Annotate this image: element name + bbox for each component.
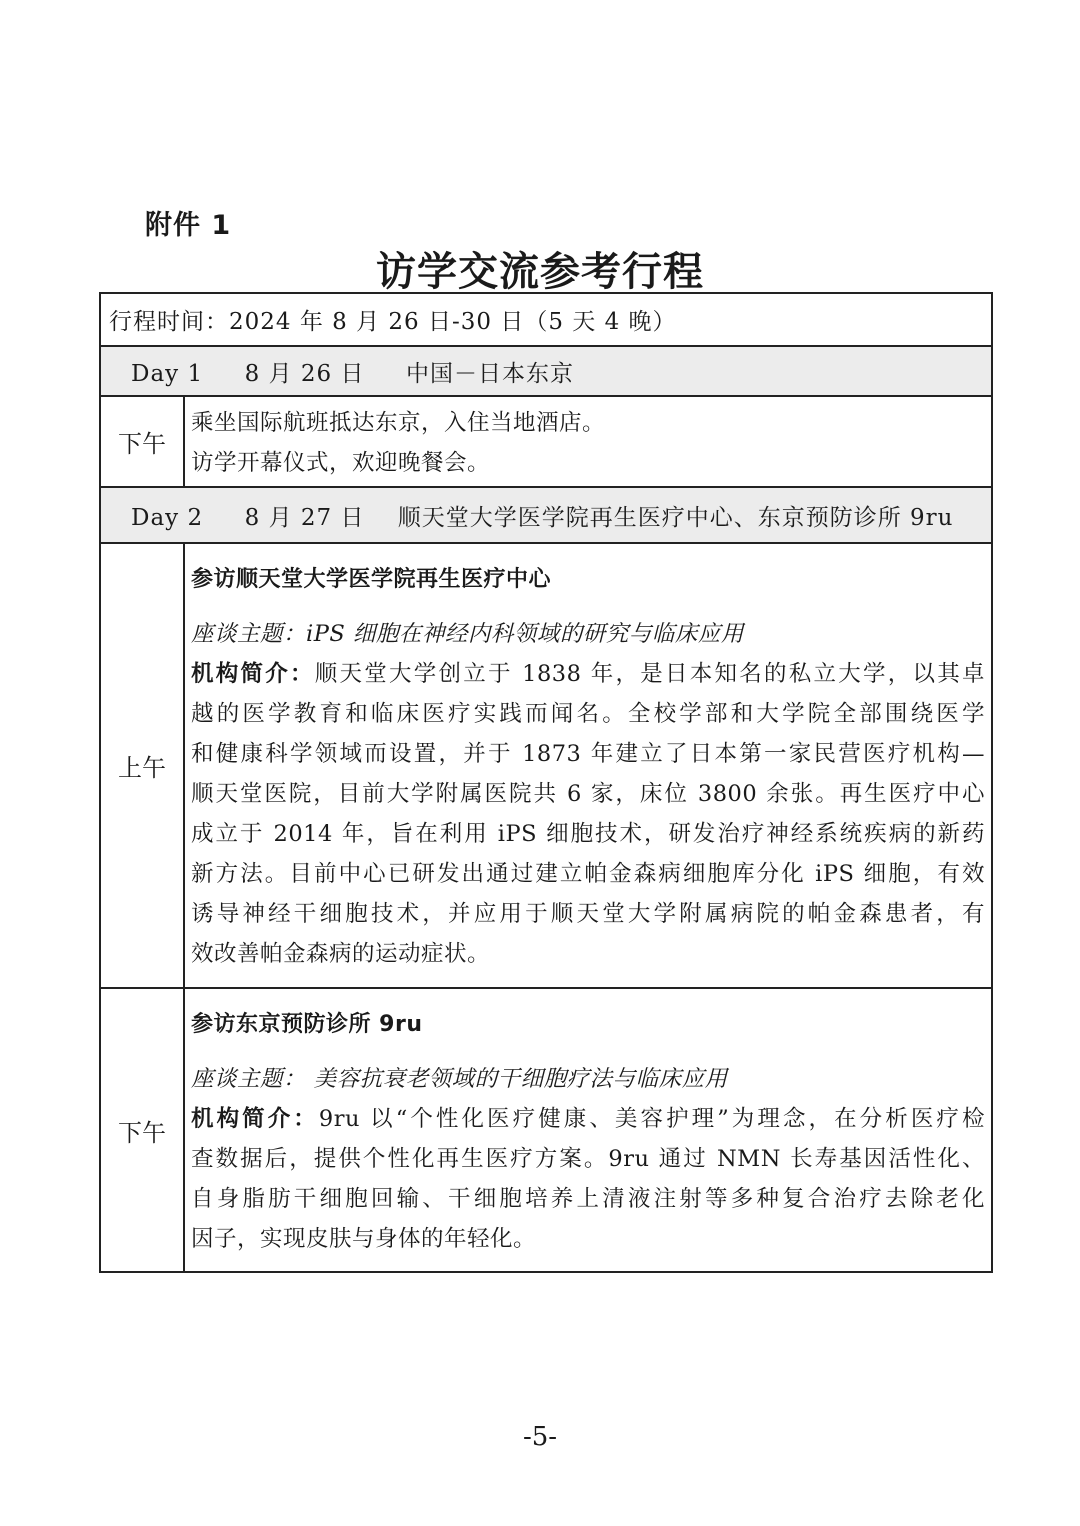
period-row (101, 294, 991, 347)
day1-activity: 乘坐国际航班抵达东京，入住当地酒店。 (191, 410, 606, 436)
intro-line: 新方法。目前中心已研发出通过建立帕金森病细胞库分化 iPS 细胞，有效 (191, 861, 985, 887)
day1-header-row (101, 347, 991, 397)
intro-line (191, 654, 985, 694)
annex-label: 附件 1 (145, 210, 232, 241)
venue-name: 参访顺天堂大学医学院再生医疗中心 (191, 567, 552, 592)
intro-line: 因子，实现皮肤与身体的年轻化。 (191, 1226, 537, 1252)
day2-header-row (101, 488, 991, 544)
day1-activity: 访学开幕仪式，欢迎晚餐会。 (191, 450, 491, 476)
day2-afternoon-label: 下午 (101, 989, 185, 1271)
intro-line: 越的医学教育和临床医疗实践而闻名。全校学部和大学院全部围绕医学 (191, 701, 985, 727)
day1-afternoon-row (101, 397, 991, 488)
intro-text: 顺天堂大学创立于 1838 年，是日本知名的私立大学，以其卓 (314, 661, 985, 687)
intro-label: 机构简介： (191, 1106, 319, 1132)
intro-line (191, 1099, 985, 1139)
intro-label: 机构简介： (191, 661, 315, 687)
day2-afternoon-row (101, 989, 991, 1271)
intro-line: 成立于 2014 年，旨在利用 iPS 细胞技术，研发治疗神经系统疾病的新药 (191, 821, 985, 847)
day1-header: Day 1 8 月 26 日 中国－日本东京 (131, 360, 575, 387)
intro-line: 顺天堂医院，目前大学附属医院共 6 家，床位 3800 余张。再生医疗中心 (191, 781, 985, 807)
intro-text: 9ru 以“个性化医疗健康、美容护理”为理念，在分析医疗检 (318, 1106, 985, 1132)
venue-name: 参访东京预防诊所 9ru (191, 1012, 423, 1037)
period-text: 行程时间：2024 年 8 月 26 日-30 日（5 天 4 晚） (109, 309, 677, 335)
seminar-topic: 座谈主题： 美容抗衰老领域的干细胞疗法与临床应用 (191, 1066, 728, 1092)
intro-line: 和健康科学领域而设置，并于 1873 年建立了日本第一家民营医疗机构— (191, 741, 985, 767)
intro-line: 诱导神经干细胞技术，并应用于顺天堂大学附属病院的帕金森患者，有 (191, 901, 985, 927)
document-title: 访学交流参考行程 (376, 249, 704, 295)
day1-afternoon-label: 下午 (101, 397, 185, 486)
intro-line: 查数据后，提供个性化再生医疗方案。9ru 通过 NMN 长寿基因活性化、 (191, 1146, 985, 1172)
day2-afternoon-content (185, 989, 991, 1271)
intro-line: 自身脂肪干细胞回输、干细胞培养上清液注射等多种复合治疗去除老化 (191, 1186, 985, 1212)
day1-afternoon-content (185, 397, 991, 486)
day2-header: Day 2 8 月 27 日 顺天堂大学医学院再生医疗中心、东京预防诊所 9ru (131, 504, 954, 531)
day2-morning-label: 上午 (101, 544, 185, 987)
day2-morning-content (185, 544, 991, 987)
intro-line: 效改善帕金森病的运动症状。 (191, 941, 491, 967)
seminar-topic: 座谈主题：iPS 细胞在神经内科领域的研究与临床应用 (191, 621, 744, 647)
page-number: -5- (522, 1422, 558, 1452)
day2-morning-row (101, 544, 991, 989)
itinerary-table (99, 292, 993, 1273)
